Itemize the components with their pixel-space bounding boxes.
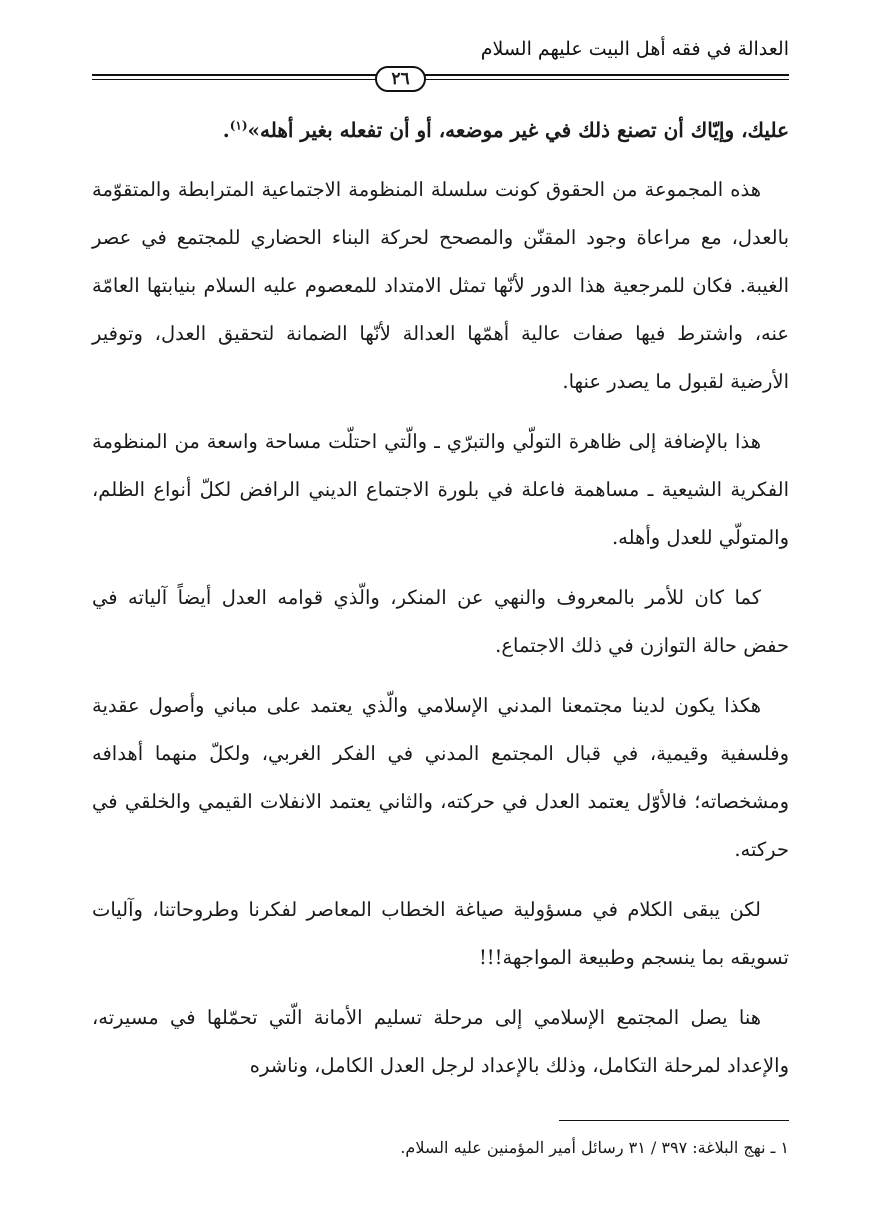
footnote: ١ ـ نهج البلاغة: ٣٩٧ / ٣١ رسائل أمير المؤمنين عليه السلام. <box>400 1138 789 1157</box>
paragraph: كما كان للأمر بالمعروف والنهي عن المنكر، والّذي قوامه العدل أيضاً آلياته في حفض حالة التوازن في ذلك الاجتماع. <box>92 586 789 657</box>
paragraph: عليك، وإيّاك أن تصنع ذلك في غير موضعه، أو أن تفعله بغير أهله»$^{(١)}$. <box>222 118 789 142</box>
footnote-rule <box>559 1120 789 1121</box>
page-number: ٢٦ <box>375 66 425 92</box>
paragraph: هذا بالإضافة إلى ظاهرة التولّي والتبرّي ـ والّتي احتلّت مساحة واسعة من المنظومة الفكرية الشيعية ـ مساهمة فاعلة في بلورة الاجتماع الديني الرافض لكلّ أنواع الظلم، والمتولّي للعدل وأهله. <box>92 430 789 549</box>
paragraph: هكذا يكون لدينا مجتمعنا المدني الإسلامي والّذي يعتمد على مباني وأصول عقدية وفلسفية وقيمية، في قبال المجتمع المدني في الفكر الغربي، ولكلّ منهما أهدافه ومشخصاته؛ فالأوّل يعتمد العدل في حركته، والثاني يعتمد الانفلات القيمي والخلقي في حركته. <box>92 694 789 861</box>
paragraph: لكن يبقى الكلام في مسؤولية صياغة الخطاب المعاصر لفكرنا وطروحاتنا، وآليات تسويقه بما ينسجم وطبيعة المواجهة!!! <box>92 898 789 969</box>
paragraph-text: عليك، وإيّاك أن تصنع ذلك في غير موضعه، أو أن تفعله بغير أهله» <box>247 118 789 142</box>
paragraph: هنا يصل المجتمع الإسلامي إلى مرحلة تسليم الأمانة الّتي تحمّلها في مسيرته، والإعداد لمرحلة التكامل، وذلك بالإعداد لرجل العدل الكامل، وناشره <box>92 1006 789 1077</box>
paragraph: هذه المجموعة من الحقوق كونت سلسلة المنظومة الاجتماعية المترابطة والمتقوّمة بالعدل، مع مراعاة وجود المقنّن والمصحح لحركة البناء الحضاري للمجتمع في عصر الغيبة. فكان للمرجعية هذا الدور لأنّها تمثل الامتداد للمعصوم عليه السلام بنيابتها العامّة عنه، واشترط فيها صفات عالية أهمّها العدالة لأنّها الضمانة لتحقيق العدل، وتوفير الأرضية لقبول ما يصدر عنها. <box>92 178 789 393</box>
footnote-marker[interactable]: (١) <box>229 118 248 133</box>
running-title: العدالة في فقه أهل البيت عليهم السلام <box>480 38 789 60</box>
body-text <box>92 106 789 1102</box>
